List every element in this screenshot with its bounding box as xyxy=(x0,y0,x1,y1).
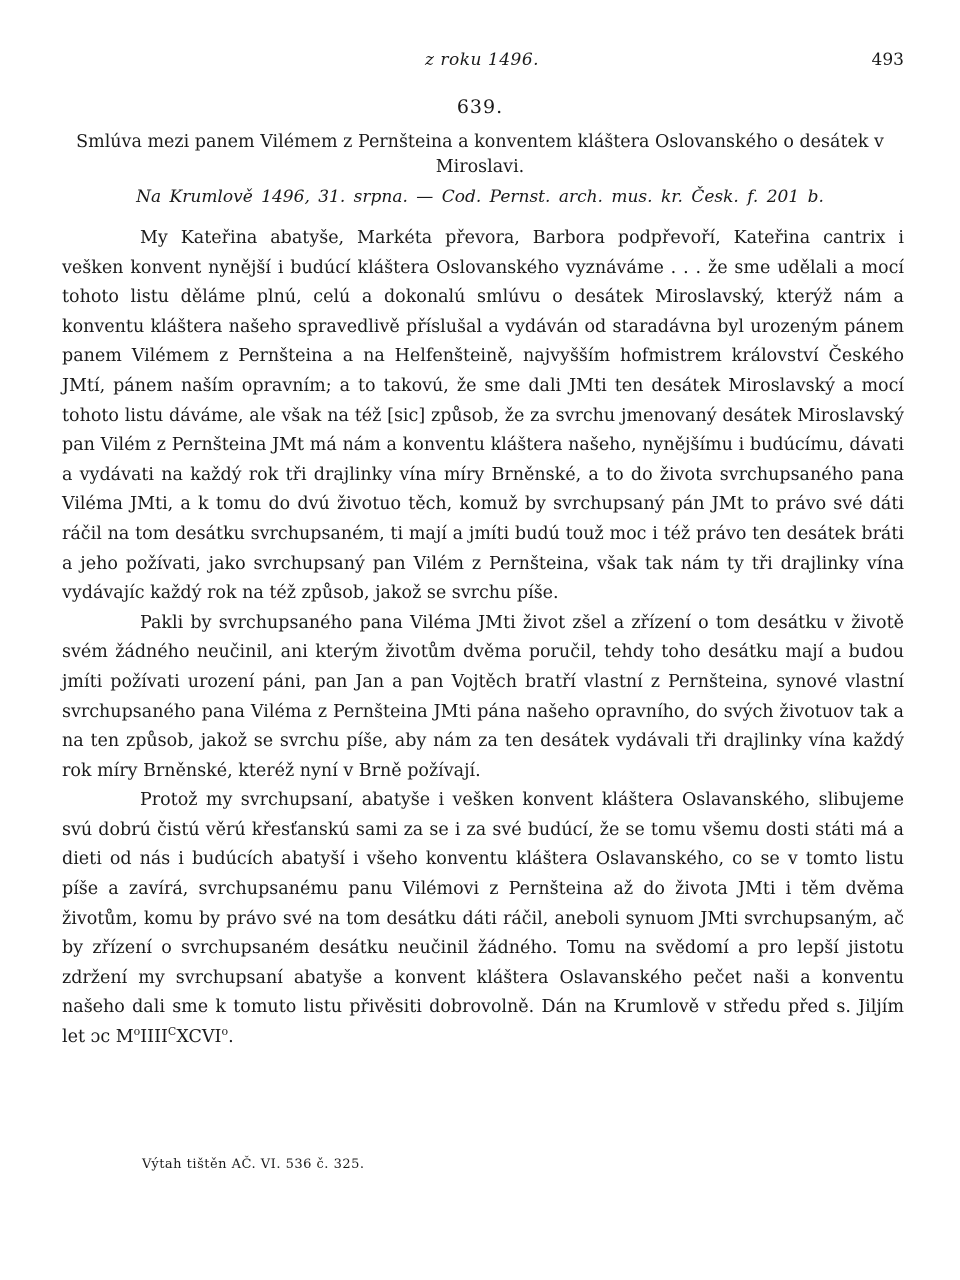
date-xcvi: XCVI xyxy=(176,1027,222,1048)
document-body xyxy=(62,224,904,1053)
page-header xyxy=(0,50,960,74)
document-heading: Smlúva mezi panem Vilémem z Pernšteina a konventem kláštera Oslovanského o desátek v Miroslavi. xyxy=(76,132,884,177)
date-end-superscript: o xyxy=(221,1025,229,1039)
paragraph-3-text: Protož my svrchupsaní, abatyše i vešken konvent kláštera Oslavanského, slibujeme svú dobrú čistú věrú křesťanskú sami za se i za své budúcí, že se tomu všemu dosti státi má a dieti od nás i budúcích abatyší i všeho konventu kláštera Oslavanského, co se v tomto listu píše a zavírá, svrchupsanému panu Vilémovi z Pernšteina až do života JMti i těm dvěma životům, komu by právo své na tom desátku dáti ráčil, aneboli synuom JMti svrchupsaným, ač by zřízení o svrchupsaném desátku neučinil žádného. Tomu na svědomí a pro lepší jistotu zdržení my svrchupsaní abatyše a konvent kláštera Oslavanského pečet naši a konventu našeho dali sme k tomuto listu přivěsiti dobrovolně. Dán na Krumlově v středu před s. Jiljím let ɔc M xyxy=(62,790,904,1048)
footnote: Výtah tištěn AČ. VI. 536 č. 325. xyxy=(142,1157,365,1172)
page-number: 493 xyxy=(871,50,904,70)
running-title: z roku 1496. xyxy=(425,50,540,70)
date-iiii: IIII xyxy=(140,1027,168,1048)
paragraph-2: Pakli by svrchupsaného pana Viléma JMti život zšel a zřízení o tom desátku v životě svém žádného neučinil, ani kterým životům dvěma poručil, tehdy toho desátku mají a budou jmíti požívati urození páni, pan Jan a pan Vojtěch bratří vlastní z Pernšteina, synové vlastní svrchupsaného pana Viléma z Pernšteina JMti pána našeho opravního, do svých životuov tak a na ten způsob, jakož se svrchu píše, aby nám za ten desátek vydávali tři drajlinky vína každý rok míry Brněnské, kteréž nyní v Brně požívají. xyxy=(62,612,904,781)
date-m-superscript: o xyxy=(133,1025,141,1039)
date-c-superscript: C xyxy=(167,1025,177,1039)
paragraph-1: My Kateřina abatyše, Markéta převora, Barbora podpřevoří, Kateřina cantrix i vešken konvent nynější i budúcí kláštera Oslovanského vyznáváme . . . že sme udělali a mocí tohoto listu děláme plnú, celú a dokonalú smlúvu o desátek Miroslavský, kterýž nám a konventu kláštera našeho spravedlivě příslušal a vydáván od staradávna byl urozeným pánem panem Vilémem z Pernšteina a na Helfenšteině, najvyšším hofmistrem království Českého JMtí, pánem naším opravním; a to takovú, že sme dali JMti ten desátek Miroslavský a mocí tohoto listu dáváme, ale však na též [sic] způsob, že za svrchu jmenovaný desátek Miroslavský pan Vilém z Pernšteina JMt má nám a konventu kláštera našeho, nynějšímu i budúcímu, dávati a vydávati na každý rok tři drajlinky vína míry Brněnské, a to do života svrchupsaného pana Viléma JMti, a k tomu do dvú životuo těch, komuž by svrchupsaný pán JMt to právo své dáti ráčil na tom desátku svrchupsaném, ti mají a jmíti budú touž moc i též právo ten desátek bráti a jeho požívati, jako svrchupsaný pan Vilém z Pernšteina, však tak nám ty tři drajlinky vína vydávajíc každý rok na též způsob, jakož se svrchu píše. xyxy=(62,228,904,604)
document-source: Na Krumlově 1496, 31. srpna. — Cod. Pernst. arch. mus. kr. Česk. f. 201 b. xyxy=(136,187,824,207)
document-number: 639. xyxy=(456,96,504,118)
date-period: . xyxy=(228,1027,234,1048)
paragraph-3 xyxy=(62,786,904,1052)
